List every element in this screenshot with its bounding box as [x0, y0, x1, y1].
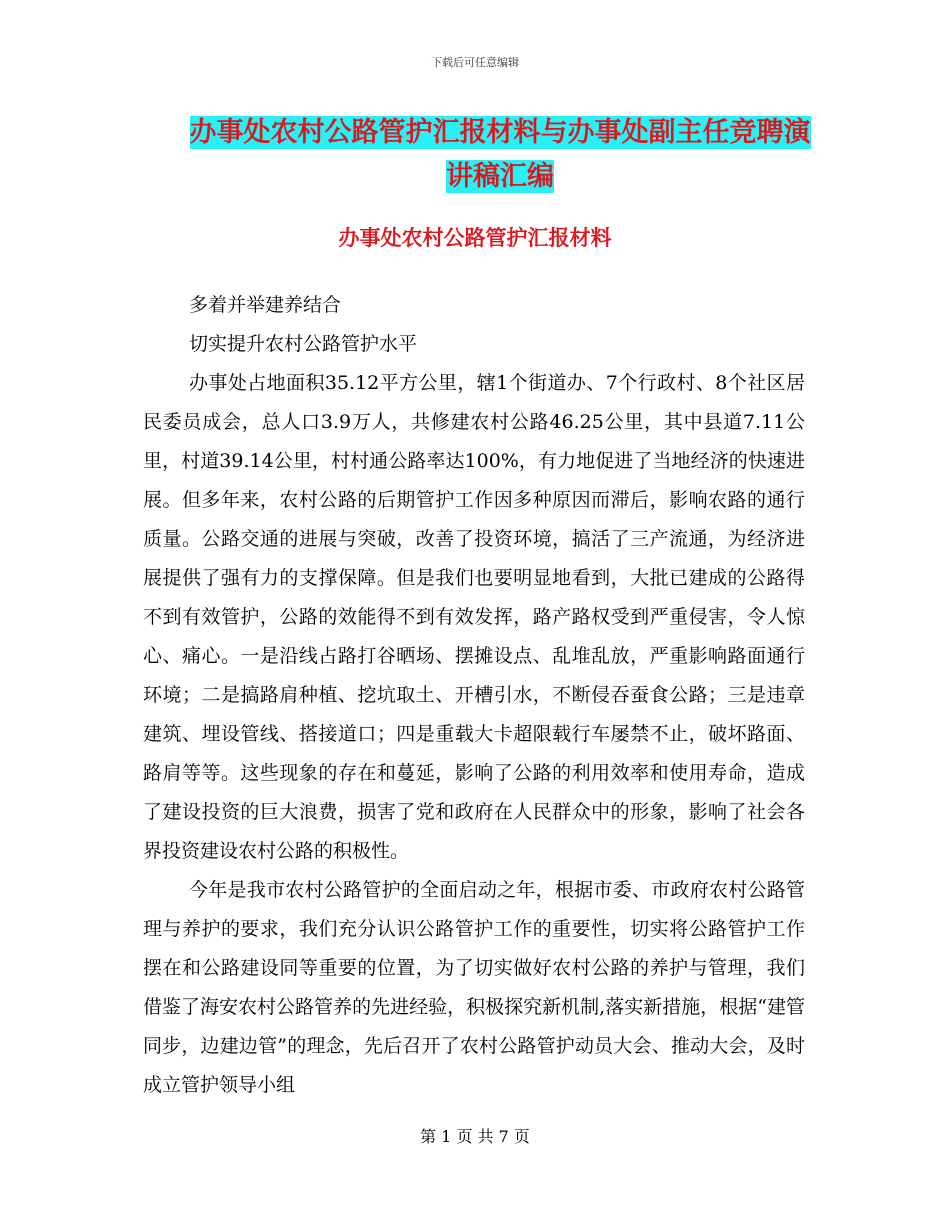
body-paragraph: 今年是我市农村公路管护的全面启动之年，根据市委、市政府农村公路管理与养护的要求，我们充分认识公路管护工作的重要性，切实将公路管护工作摆在和公路建设同等重要的位置，为了切实做好农村公路的养护与管理，我们借鉴了海安农村公路管养的先进经验，积极探究新机制,落实新措施，根据“建管同步，边建边管”的理念，先后召开了农村公路管护动员大会、推动大会，及时成立管护领导小组: [143, 879, 805, 1096]
document-title-text-1: 办事处农村公路管护汇报材料与办事处副主任竞聘演: [189, 117, 811, 148]
page-number: 第 1 页 共 7 页: [420, 1127, 530, 1146]
document-title-line-1: [160, 110, 840, 149]
body-paragraph: 切实提升农村公路管护水平: [189, 333, 418, 355]
header-note: 下载后可任意编辑: [431, 56, 519, 69]
body-paragraph: 办事处占地面积35.12平方公里，辖1个街道办、7个行政村、8个社区居民委员成会，总人口3.9万人，共修建农村公路46.25公里，其中县道7.11公里，村道39.14公里，村村通公路率达100%，有力地促进了当地经济的快速进展。但多年来，农村公路的后期管护工作因多种原因而滞后，影响农路的通行质量。公路交通的进展与突破，改善了投资环境，搞活了三产流通，为经济进展提供了强有力的支撑保障。但是我们也要明显地看到，大批已建成的公路得不到有效管护，公路的效能得不到有效发挥，路产路权受到严重侵害，令人惊心、痛心。一是沿线占路打谷晒场、摆摊设点、乱堆乱放，严重影响路面通行环境；二是搞路肩种植、挖坑取土、开槽引水，不断侵吞蚕食公路；三是违章建筑、埋设管线、搭接道口；四是重载大卡超限载行车屡禁不止，破坏路面、路肩等等。这些现象的存在和蔓延，影响了公路的利用效率和使用寿命，造成了建设投资的巨大浪费，损害了党和政府在人民群众中的形象，影响了社会各界投资建设农村公路的积极性。: [143, 372, 805, 862]
document-title-line-2: [160, 154, 840, 193]
document-title-text-2: 讲稿汇编: [446, 161, 554, 192]
section-title: 办事处农村公路管护汇报材料: [338, 226, 612, 250]
document-body: [143, 286, 805, 1105]
body-paragraph: 多着并举建养结合: [189, 294, 342, 316]
